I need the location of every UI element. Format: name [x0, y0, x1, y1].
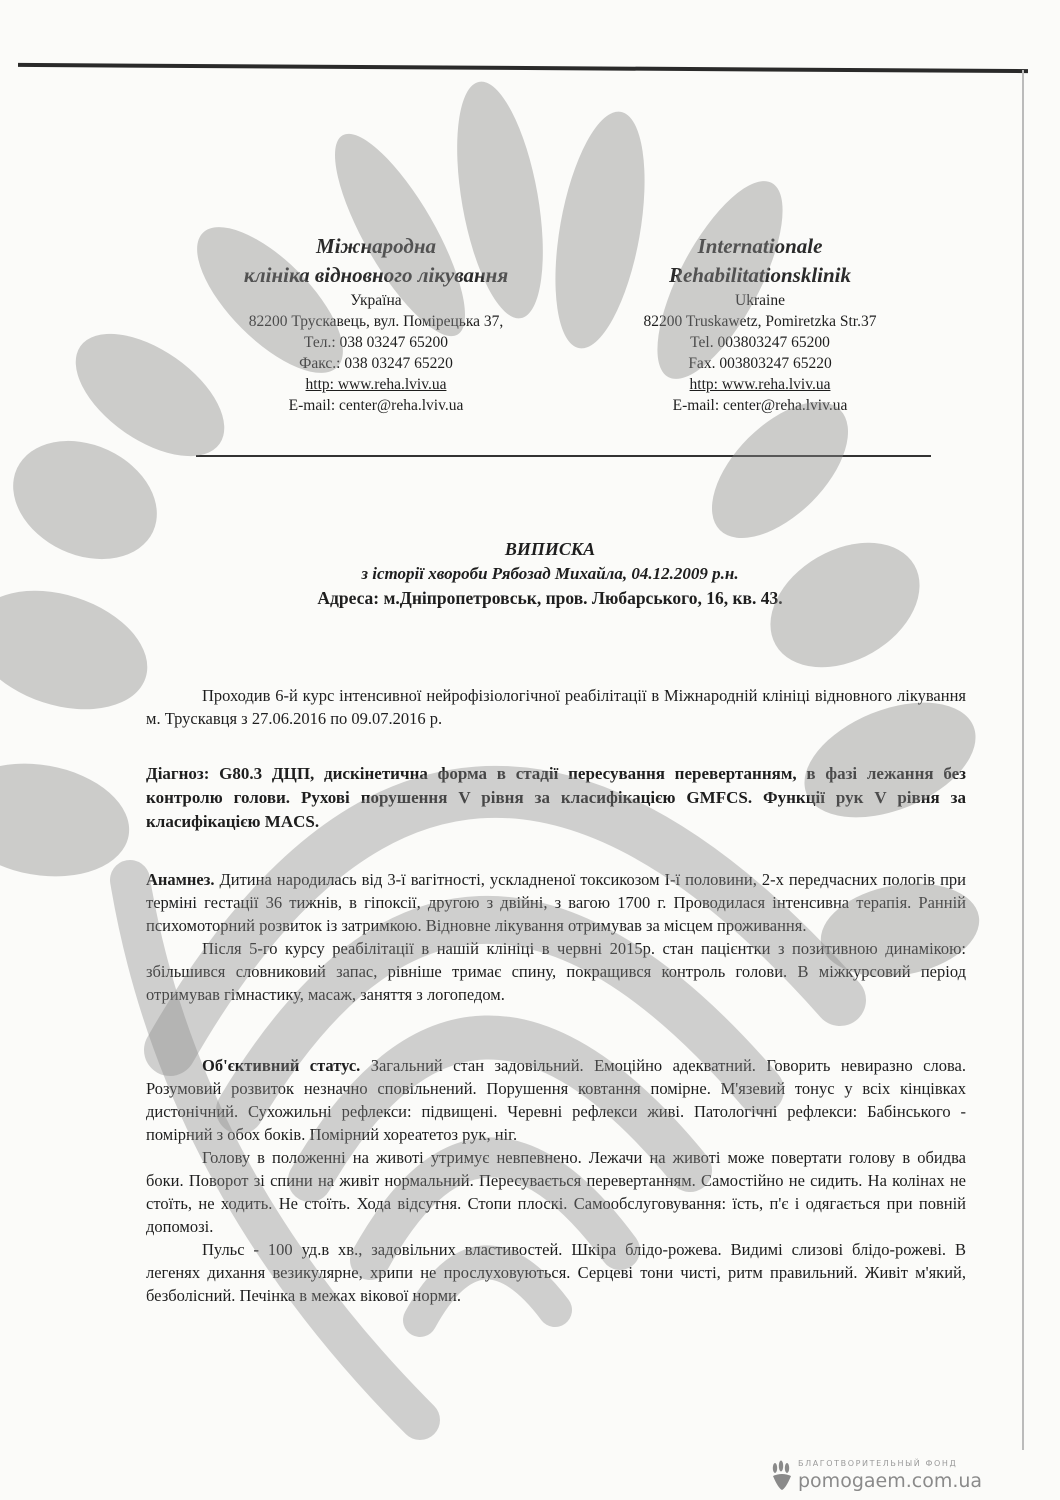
after-course-text: Після 5-го курсу реабілітації в нашій клініці в червні 2015р. стан пацієнтки з позитивною динамікою: збільшився словниковий запас, рівніше тримає спину, покращився контроль голови. В міжкурсовий період отримував гімнастику, масаж, заняття з логопедом. [146, 939, 966, 1004]
course-paragraph [146, 684, 966, 730]
letterhead-ukrainian [196, 232, 556, 416]
letterhead-german [580, 232, 940, 416]
clinic-email-de: E-mail: center@reha.lviv.ua [672, 397, 848, 414]
objective-paragraph [146, 1054, 966, 1307]
objective-text [146, 1054, 966, 1146]
head-control-text: Голову в положенні на животі утримує невпевнено. Лежачи на животі може повертати голову в обидва боки. Поворот зі спини на живіт нормальний. Пересувається перевертанням. Самостійно не сидить. На колінах не стоїть, не ходить. Не стоїть. Хода відсутня. Стопи плоскі. Самообслуговування: їсть, п'є і одягається при повній допомозі. [146, 1148, 966, 1236]
document-title-block [200, 536, 900, 610]
anamnesis-text [146, 868, 966, 937]
course-text: Проходив 6-й курс інтенсивної нейрофізіологічної реабілітації в Міжнародній клініці відновного лікування м. Трускавця з 27.06.2016 по 09.07.2016 р. [146, 686, 966, 728]
clinic-name-de-line2: Rehabilitationsklinik [668, 263, 852, 287]
clinic-address-de: 82200 Truskawetz, Pomiretzka Str.37 [643, 313, 877, 330]
scan-right-edge [1022, 70, 1024, 1450]
fund-brand [770, 1458, 1050, 1498]
pulse-text: Пульс - 100 уд.в хв., задовільних властивостей. Шкіра блідо-рожева. Видимі слизові блідо-рожеві. В легенях дихання везикулярне, хрипи не прослуховуються. Серцеві тони чисті, ритм правильний. Живіт м'який, безболісний. Печінка в межах вікової норми. [146, 1240, 966, 1305]
clinic-name-line1: Міжнародна [316, 234, 436, 258]
clinic-email: E-mail: center@reha.lviv.ua [288, 397, 464, 414]
diagnosis-text: Діагноз: G80.3 ДЦП, дискінетична форма в стадії пересування перевертанням, в фазі лежання без контролю голови. Рухові порушення V рівня за класифікацією GMFCS. Функції рук V рівня за класифікацією MACS. [146, 764, 966, 831]
clinic-website-link[interactable]: http: www.reha.lviv.ua [305, 376, 447, 393]
letterhead-divider [196, 455, 931, 457]
clinic-fax-de: Fax. 003803247 65220 [688, 355, 832, 372]
clinic-phone-de: Tel. 003803247 65200 [690, 334, 830, 351]
patient-address: Адреса: м.Дніпропетровськ, пров. Любарського, 16, кв. 43. [317, 588, 783, 608]
clinic-website-link-de[interactable]: http: www.reha.lviv.ua [689, 376, 831, 393]
diagnosis-paragraph [146, 762, 966, 834]
clinic-country: Україна [350, 292, 402, 309]
scan-top-edge [18, 63, 1028, 73]
hand-logo-icon [770, 1460, 794, 1492]
clinic-name-line2: клініка відновного лікування [243, 263, 509, 287]
clinic-name-de-line1: Internationale [697, 234, 823, 258]
document-subtitle: з історії хвороби Рябозад Михайла, 04.12.2009 р.н. [361, 564, 739, 583]
objective-lead: Об'єктивний статус. [202, 1056, 361, 1075]
anamnesis-body: Дитина народилась від 3-ї вагітності, ускладненої токсикозом І-ї половини, 2-х передчасних пологів при терміні гестації 36 тижнів, в гіпоксії, другою з двійні, з вагою 1700 г. Проводилася інтенсивна терапія. Ранній психомоторний розвиток із затримкою. Відновне лікування отримував за місцем проживання. [146, 870, 967, 935]
anamnesis-lead: Анамнез. [146, 870, 215, 889]
clinic-country-de: Ukraine [735, 292, 785, 309]
clinic-address: 82200 Трускавець, вул. Помірецька 37, [248, 313, 504, 330]
anamnesis-paragraph [146, 868, 966, 1006]
document-title: ВИПИСКА [504, 539, 596, 559]
fund-label: БЛАГОТВОРИТЕЛЬНЫЙ ФОНД [798, 1459, 958, 1468]
watermark-fan [0, 75, 992, 988]
clinic-fax: Факс.: 038 03247 65220 [299, 355, 453, 372]
fund-site-link[interactable]: pomogaem.com.ua [798, 1470, 983, 1492]
clinic-phone: Тел.: 038 03247 65200 [303, 334, 449, 351]
objective-body: Загальний стан задовільний. Емоційно адекватний. Говорить невиразно слова. Розумовий розвиток незначно сповільнений. Порушення ковтання помірне. М'язевий тонус у всіх кінцівках дистонічний. Сухожильні рефлекси: підвищені. Черевні рефлекси живі. Патологічні рефлекси: Бабінського - помірний з обох боків. Помірний хореатетоз рук, ніг. [146, 1056, 966, 1144]
